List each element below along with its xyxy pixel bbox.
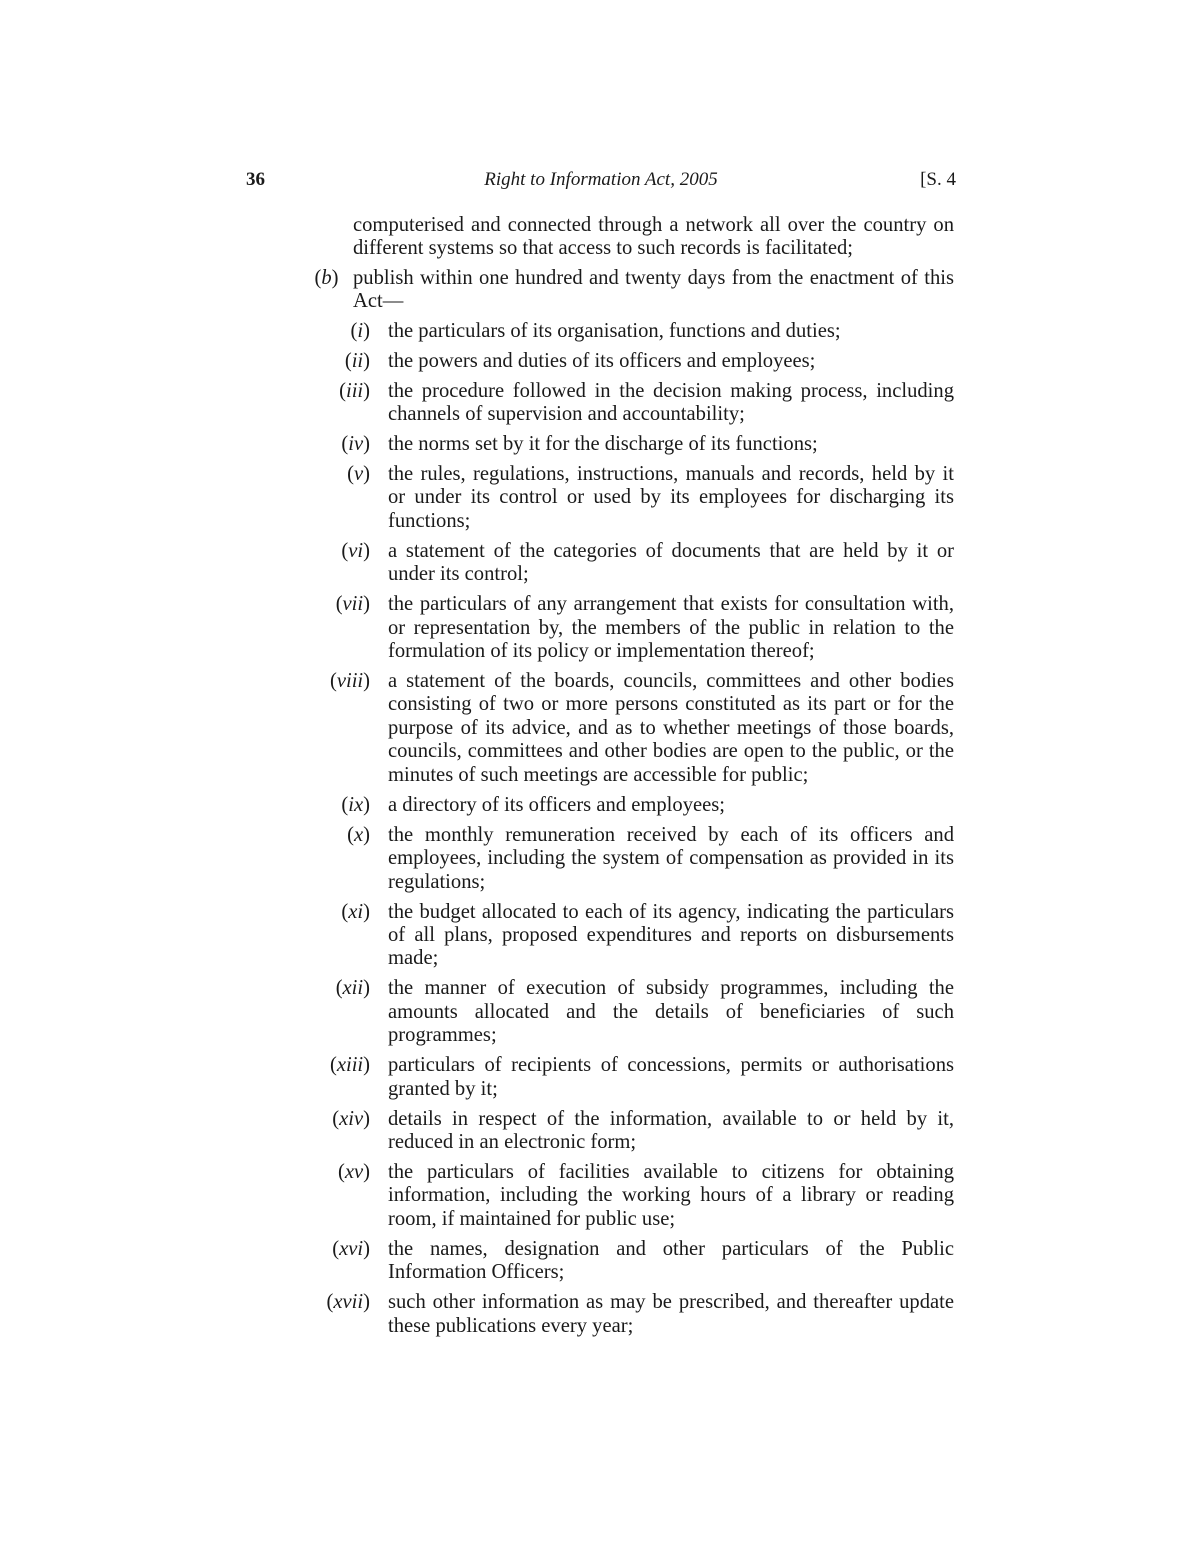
page-number: 36 bbox=[246, 169, 265, 190]
sub-clause-marker: (vi) bbox=[341, 539, 370, 562]
sub-clause-item bbox=[300, 794, 954, 817]
clause-marker: (b) bbox=[314, 266, 339, 289]
sub-clause-item bbox=[300, 593, 954, 663]
sub-clause-item bbox=[300, 540, 954, 587]
sub-clause-marker-label: xv bbox=[344, 1160, 364, 1183]
sub-clause-marker: (viii) bbox=[329, 670, 370, 693]
sub-clause-text: the norms set by it for the discharge of its functions; bbox=[388, 433, 818, 456]
sub-clause-item bbox=[300, 901, 954, 971]
sub-clause-text: the manner of execution of subsidy programmes, including the amounts allocated and the details of beneficiaries of such programmes; bbox=[388, 977, 954, 1047]
sub-clause-marker-label: xvi bbox=[339, 1237, 364, 1260]
sub-clause-marker-label: xi bbox=[348, 900, 364, 923]
sub-clause-text: such other information as may be prescribed, and thereafter update these publications every year; bbox=[388, 1291, 954, 1337]
sub-clause-item bbox=[300, 670, 954, 787]
sub-clause-marker: (x) bbox=[347, 823, 370, 846]
sub-clause-marker: (xvi) bbox=[332, 1237, 370, 1260]
sub-clause-marker-label: v bbox=[354, 463, 364, 486]
sub-clause-item bbox=[300, 1291, 954, 1338]
sub-clause-item bbox=[300, 824, 954, 894]
sub-clause-item bbox=[300, 1054, 954, 1101]
sub-clause-item bbox=[300, 977, 954, 1047]
sub-clause-text: the monthly remuneration received by each of its officers and employees, including the system of compensation as provided in its regulations; bbox=[388, 823, 954, 893]
sub-clause-marker-label: iii bbox=[345, 379, 364, 402]
sub-clause-list bbox=[300, 320, 954, 1338]
page-header bbox=[246, 168, 956, 192]
sub-clause-marker: (vii) bbox=[335, 593, 370, 616]
sub-clause-marker: (v) bbox=[347, 463, 370, 486]
sub-clause-marker: (xii) bbox=[335, 977, 370, 1000]
sub-clause-marker-label: xiii bbox=[336, 1054, 364, 1077]
sub-clause-marker: (i) bbox=[350, 319, 370, 342]
sub-clause-item bbox=[300, 320, 954, 343]
sub-clause-marker: (iv) bbox=[341, 433, 370, 456]
sub-clause-marker-label: ii bbox=[351, 349, 364, 372]
sub-clause-item bbox=[300, 350, 954, 373]
sub-clause-item bbox=[300, 463, 954, 533]
sub-clause-text: particulars of recipients of concessions, permits or authorisations granted by it; bbox=[388, 1054, 954, 1100]
sub-clause-marker-label: ix bbox=[348, 793, 364, 816]
sub-clause-marker: (xv) bbox=[338, 1160, 370, 1183]
sub-clause-item bbox=[300, 1161, 954, 1231]
sub-clause-text: the particulars of its organisation, functions and duties; bbox=[388, 319, 841, 342]
clause-b bbox=[300, 267, 954, 314]
sub-clause-item bbox=[300, 1238, 954, 1285]
sub-clause-marker-label: viii bbox=[336, 670, 364, 693]
section-reference: [S. 4 bbox=[920, 169, 956, 190]
sub-clause-text: a statement of the boards, councils, committees and other bodies consisting of two or more persons constituted as its part or for the purpose of its advice, and as to whether meetings of those boards, councils, committees and other bodies are open to the public, or the minutes of such meetings are accessible for public; bbox=[388, 670, 954, 786]
sub-clause-item bbox=[300, 1108, 954, 1155]
sub-clause-marker: (xiii) bbox=[329, 1054, 370, 1077]
sub-clause-item bbox=[300, 433, 954, 456]
sub-clause-marker: (xi) bbox=[341, 900, 370, 923]
clause-text: publish within one hundred and twenty days from the enactment of this Act— bbox=[353, 266, 954, 313]
sub-clause-marker: (xiv) bbox=[332, 1107, 370, 1130]
sub-clause-text: the powers and duties of its officers and employees; bbox=[388, 349, 816, 372]
sub-clause-marker: (ix) bbox=[341, 793, 370, 816]
sub-clause-text: the budget allocated to each of its agency, indicating the particulars of all plans, proposed expenditures and reports on disbursements made; bbox=[388, 900, 954, 970]
clause-marker-label: b bbox=[321, 266, 332, 289]
running-title: Right to Information Act, 2005 bbox=[484, 169, 718, 190]
sub-clause-marker-label: x bbox=[354, 823, 364, 846]
sub-clause-text: the names, designation and other particulars of the Public Information Officers; bbox=[388, 1237, 954, 1284]
sub-clause-text: the particulars of facilities available to citizens for obtaining information, including the working hours of a library or reading room, if maintained for public use; bbox=[388, 1160, 954, 1230]
sub-clause-text: a statement of the categories of documents that are held by it or under its control; bbox=[388, 539, 954, 586]
sub-clause-text: the rules, regulations, instructions, manuals and records, held by it or under its control or used by its employees for discharging its functions; bbox=[388, 463, 954, 532]
sub-clause-text: details in respect of the information, available to or held by it, reduced in an electronic form; bbox=[388, 1107, 954, 1153]
sub-clause-marker-label: i bbox=[357, 319, 364, 342]
document-body bbox=[300, 214, 954, 1345]
sub-clause-text: the particulars of any arrangement that exists for consultation with, or representation by, the members of the public in relation to the formulation of its policy or implementation thereof; bbox=[388, 593, 954, 663]
sub-clause-marker: (iii) bbox=[339, 379, 370, 402]
continuation-paragraph: computerised and connected through a network all over the country on different systems so that access to such records is facilitated; bbox=[353, 214, 954, 260]
sub-clause-marker-label: iv bbox=[348, 433, 364, 456]
sub-clause-marker: (xvii) bbox=[326, 1291, 370, 1314]
sub-clause-text: the procedure followed in the decision making process, including channels of supervision and accountability; bbox=[388, 379, 954, 426]
sub-clause-item bbox=[300, 380, 954, 427]
sub-clause-marker: (ii) bbox=[344, 349, 370, 372]
sub-clause-marker-label: xvii bbox=[333, 1291, 364, 1314]
sub-clause-marker-label: vii bbox=[342, 593, 364, 616]
sub-clause-marker-label: vi bbox=[348, 539, 364, 562]
sub-clause-marker-label: xiv bbox=[339, 1107, 364, 1130]
sub-clause-marker-label: xii bbox=[342, 977, 364, 1000]
sub-clause-text: a directory of its officers and employees; bbox=[388, 793, 726, 816]
